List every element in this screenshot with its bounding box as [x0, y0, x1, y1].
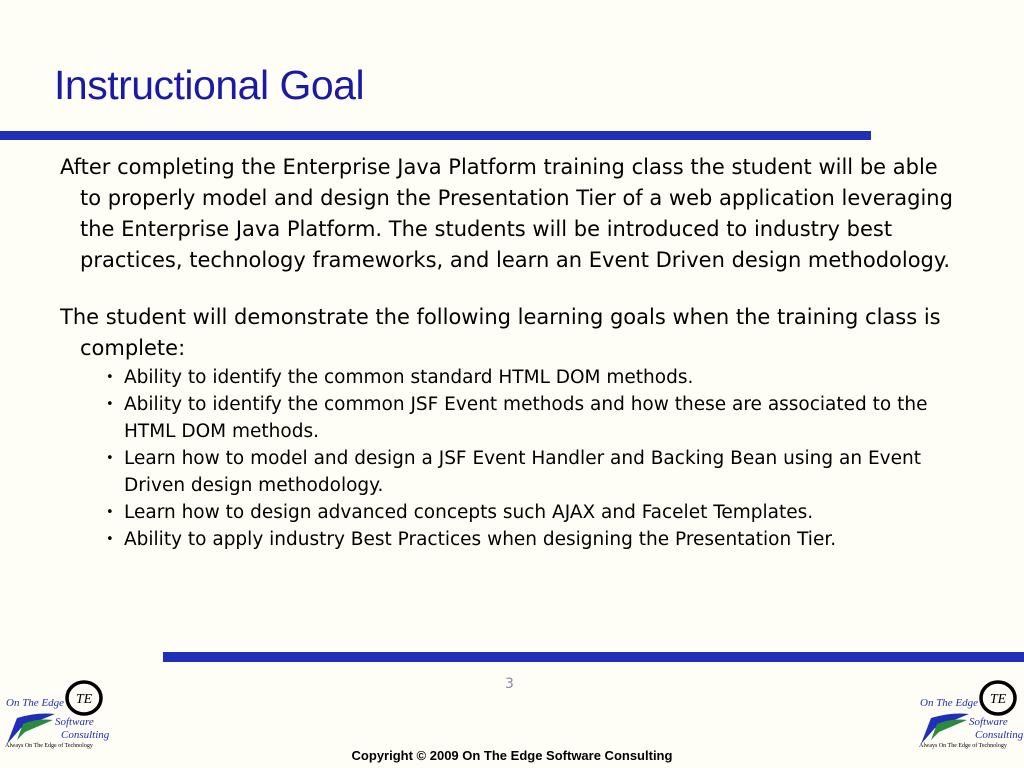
- bullet-icon: •: [106, 370, 114, 385]
- logo-text: On The Edge: [6, 697, 65, 709]
- edge-logo-icon: [977, 679, 1019, 717]
- bullet-icon: •: [106, 451, 114, 466]
- intro-paragraph: After completing the Enterprise Java Platform training class the student will be able to properly model and design the Presentation Tier of a web application leveraging the Enterprise Java Platform. The students will be introduced to industry best practices, technology frameworks, and learn an Event Driven design methodology.: [60, 155, 953, 272]
- list-item: • Ability to identify the common JSF Event methods and how these are associated to the HTML DOM methods.: [104, 391, 965, 445]
- edge-logo-icon: [63, 679, 105, 717]
- learning-goals-list: [60, 364, 965, 553]
- page-number: 3: [505, 676, 514, 692]
- svg-text:TE: TE: [989, 692, 1007, 707]
- logo-tagline: Always On The Edge of Technology: [5, 743, 93, 749]
- list-item: • Ability to apply industry Best Practices when designing the Presentation Tier.: [104, 526, 965, 553]
- bullet-icon: •: [106, 532, 114, 547]
- logo-text: Software: [969, 716, 1008, 728]
- list-item: • Learn how to model and design a JSF Event Handler and Backing Bean using an Event Driven design methodology.: [104, 445, 965, 499]
- logo-text: On The Edge: [920, 697, 979, 709]
- goals-intro-paragraph: The student will demonstrate the following learning goals when the training class is complete:: [60, 305, 941, 360]
- copyright-footer: Copyright © 2009 On The Edge Software Consulting: [351, 748, 673, 763]
- bullet-icon: •: [106, 397, 114, 412]
- company-logo-left: [5, 676, 109, 754]
- logo-text: Consulting: [61, 729, 110, 741]
- swoosh-icon: [7, 710, 55, 744]
- swoosh-icon: [921, 710, 969, 744]
- slide-title: Instructional Goal: [54, 62, 365, 108]
- logo-text: Consulting: [975, 729, 1024, 741]
- title-underline-bar: [0, 131, 871, 140]
- company-logo-right: [919, 676, 1023, 754]
- svg-text:TE: TE: [75, 692, 93, 707]
- logo-tagline: Always On The Edge of Technology: [919, 743, 1007, 749]
- logo-text: Software: [55, 716, 94, 728]
- list-item: • Ability to identify the common standard HTML DOM methods.: [104, 364, 965, 391]
- slide-body: [60, 152, 965, 553]
- footer-bar: [163, 652, 1024, 662]
- bullet-icon: •: [106, 505, 114, 520]
- list-item: • Learn how to design advanced concepts such AJAX and Facelet Templates.: [104, 499, 965, 526]
